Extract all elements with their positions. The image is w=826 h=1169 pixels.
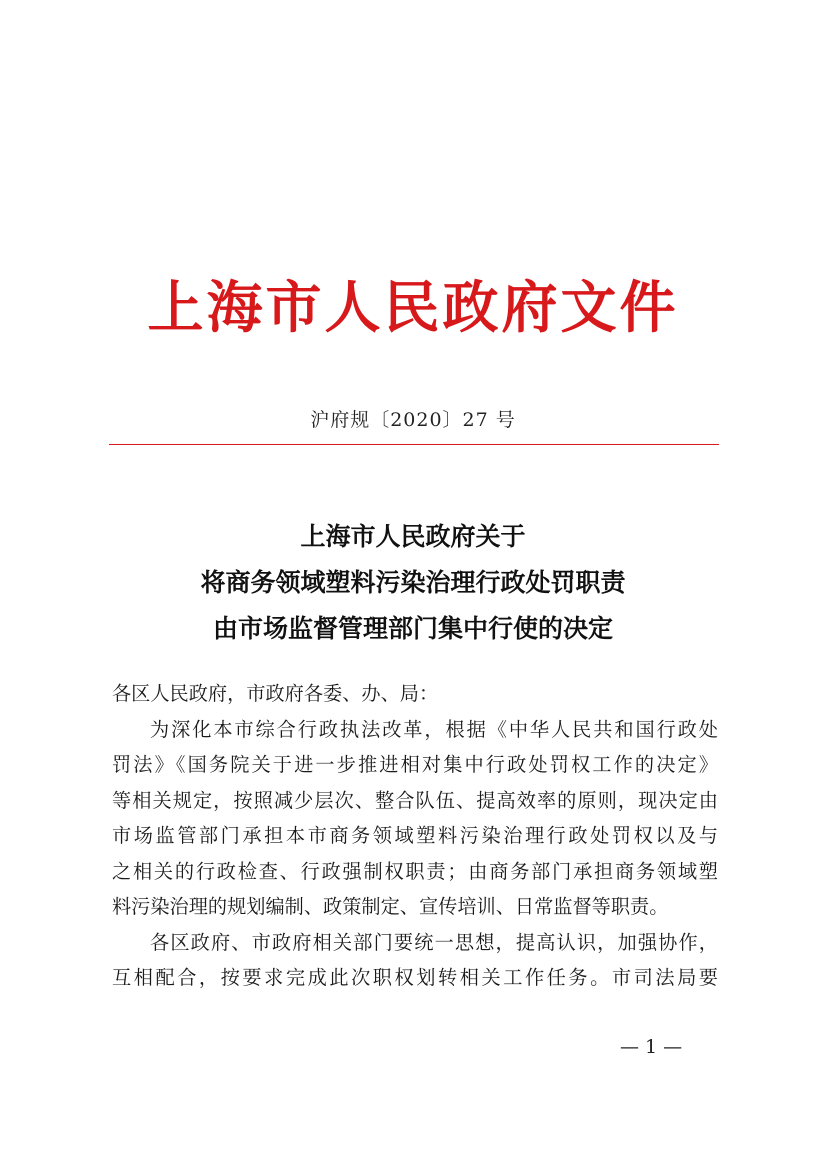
title-line-1: 上海市人民政府关于: [300, 522, 526, 551]
paragraph-line: 为深化本市综合行政执法改革，根据《中华人民共和国行政处: [150, 717, 718, 741]
document-header-title: 上海市人民政府文件: [147, 275, 679, 341]
paragraph-line: 罚法》《国务院关于进一步推进相对集中行政处罚权工作的决定》: [112, 753, 718, 776]
paragraph-line: 料污染治理的规划编制、政策制定、宣传培训、日常监督等职责。: [112, 895, 669, 918]
paragraph-line: 各区政府、市政府相关部门要统一思想，提高认识，加强协作，: [150, 930, 718, 954]
document-title: [0, 514, 826, 652]
document-number: 沪府规〔2020〕27 号: [310, 409, 516, 431]
red-divider-line: [109, 444, 719, 445]
paragraph-line: 之相关的行政检查、行政强制权职责；由商务部门承担商务领域塑: [112, 859, 718, 883]
paragraph-line: 等相关规定，按照减少层次、整合队伍、提高效率的原则，现决定由: [112, 788, 718, 812]
title-line-3: 由市场监督管理部门集中行使的决定: [212, 614, 613, 643]
page-number: — 1 —: [620, 1036, 683, 1058]
paragraph-line: 互相配合，按要求完成此次职权划转相关工作任务。市司法局要: [112, 966, 718, 989]
paragraph-2: [112, 925, 718, 996]
paragraph-line: 市场监管部门承担本市商务领域塑料污染治理行政处罚权以及与: [112, 824, 718, 847]
document-body: [112, 676, 718, 996]
title-line-2: 将商务领域塑料污染治理行政处罚职责: [200, 568, 626, 597]
paragraph-1: [112, 712, 718, 925]
salutation: 各区人民政府，市政府各委、办、局：: [112, 682, 439, 705]
